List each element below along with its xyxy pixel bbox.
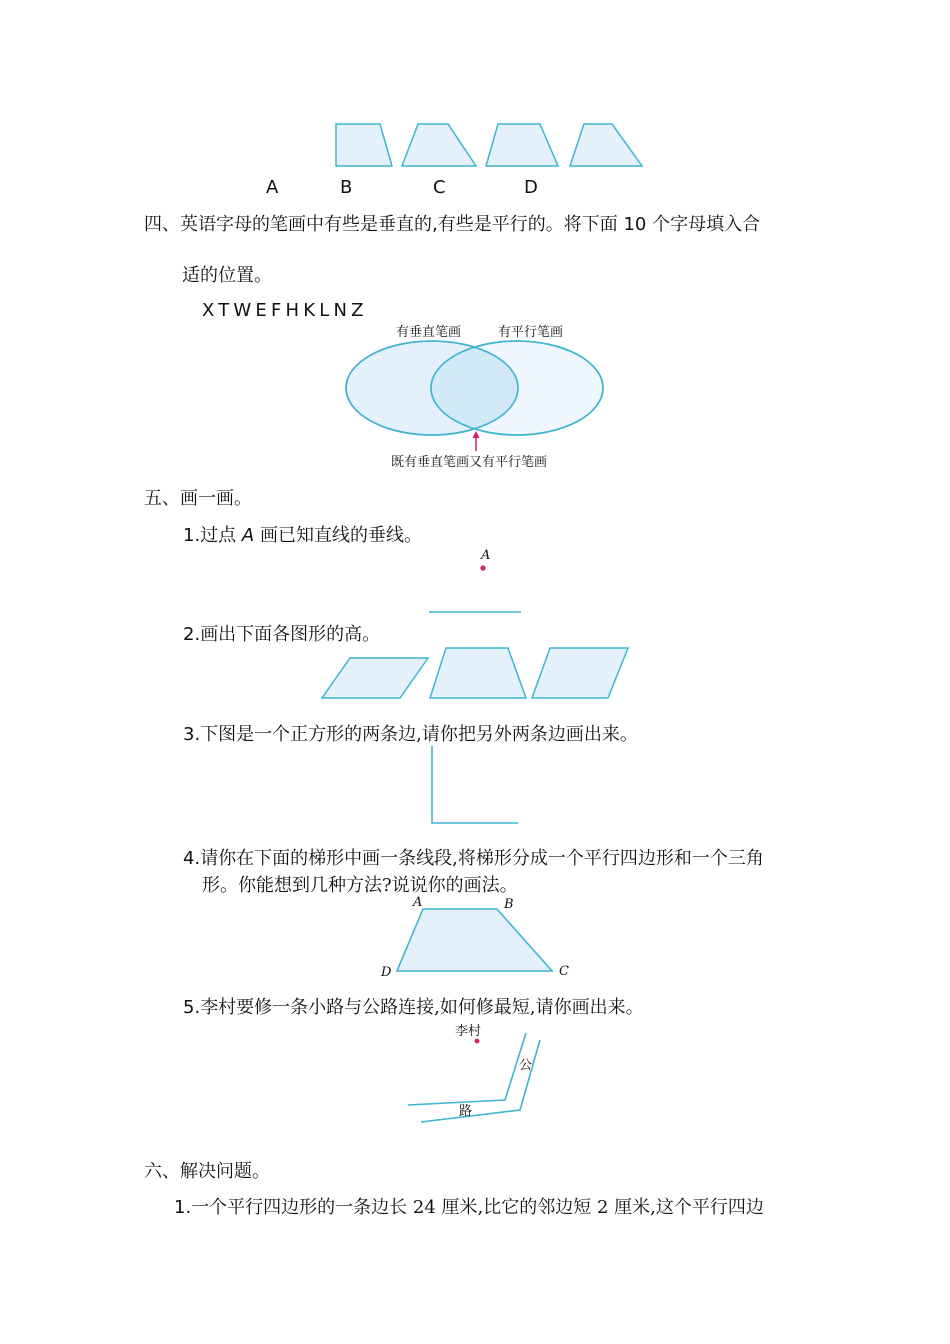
q1-text-pre: 过点 <box>200 525 242 546</box>
q5-question <box>183 997 644 1019</box>
q4-trapezoid <box>390 902 560 976</box>
road-label-gong: 公 <box>519 1058 533 1073</box>
vertex-d-label: D <box>381 965 392 980</box>
square-two-sides <box>432 746 518 823</box>
vertex-b-label: B <box>504 897 514 912</box>
q3-number: 3. <box>183 724 201 745</box>
q3-text: 下图是一个正方形的两条边,请你把另外两条边画出来。 <box>200 724 638 745</box>
village-dot <box>475 1039 480 1044</box>
s6-q1-question <box>174 1197 764 1219</box>
q4-question <box>183 848 764 870</box>
q3-square-sides <box>424 744 524 828</box>
venn-arrow-head <box>473 431 480 438</box>
venn-left-label: 有垂直笔画 <box>396 325 462 340</box>
trapezoid-abcd <box>397 909 552 971</box>
vertex-c-label: C <box>559 964 569 979</box>
vertex-a-label: A <box>413 895 423 910</box>
point-a-dot <box>480 565 485 570</box>
s6-q1-text: 一个平行四边形的一条边长 24 厘米,比它的邻边短 2 厘米,这个平行四边 <box>191 1197 764 1218</box>
q1-point-name: A <box>241 525 255 546</box>
s6-q1-number: 1. <box>174 1197 192 1218</box>
q4-text: 请你在下面的梯形中画一条线段,将梯形分成一个平行四边形和一个三角 <box>200 848 764 869</box>
top-trapezoids <box>320 118 660 174</box>
q2-parallelogram-1 <box>322 658 428 698</box>
section4-heading-cont: 适的位置。 <box>182 265 272 286</box>
q2-parallelogram-2 <box>532 648 628 698</box>
q4-number: 4. <box>183 848 201 869</box>
shape-label-d: D <box>524 177 538 198</box>
venn-diagram <box>340 336 610 456</box>
shape-label-c: C <box>433 177 446 198</box>
q2-number: 2. <box>183 624 201 645</box>
q1-number: 1. <box>183 525 201 546</box>
q1-figure <box>420 560 530 620</box>
q1-point-label: A <box>481 548 491 563</box>
q5-text: 李村要修一条小路与公路连接,如何修最短,请你画出来。 <box>200 997 644 1018</box>
venn-bottom-label: 既有垂直笔画又有平行笔画 <box>391 455 548 470</box>
village-label: 李村 <box>455 1024 482 1039</box>
road-edge-outer <box>408 1033 526 1105</box>
q5-number: 5. <box>183 997 201 1018</box>
road-label-lu: 路 <box>459 1104 473 1119</box>
road-edge-inner <box>421 1040 540 1122</box>
q5-road-map <box>400 1028 550 1128</box>
q2-shapes <box>318 642 634 704</box>
trapezoid-b <box>402 124 476 166</box>
trapezoid-a <box>336 124 392 166</box>
section6-heading: 六、解决问题。 <box>144 1161 270 1182</box>
section4-heading: 四、英语字母的笔画中有些是垂直的,有些是平行的。将下面 10 个字母填入合 <box>144 214 761 235</box>
trapezoid-c <box>486 124 558 166</box>
trapezoid-d <box>570 124 642 166</box>
section5-heading: 五、画一画。 <box>144 488 252 509</box>
q1-question <box>183 525 422 547</box>
q4-text-cont: 形。你能想到几种方法?说说你的画法。 <box>202 875 518 896</box>
q2-trapezoid <box>430 648 526 698</box>
q3-question <box>183 724 638 746</box>
shape-label-a: A <box>266 177 279 198</box>
letters-list: XTWEFHKLNZ <box>202 300 368 321</box>
q1-text-post: 画已知直线的垂线。 <box>254 525 422 546</box>
q2-text: 画出下面各图形的高。 <box>200 624 381 645</box>
venn-right-label: 有平行笔画 <box>498 325 564 340</box>
shape-label-b: B <box>340 177 353 198</box>
